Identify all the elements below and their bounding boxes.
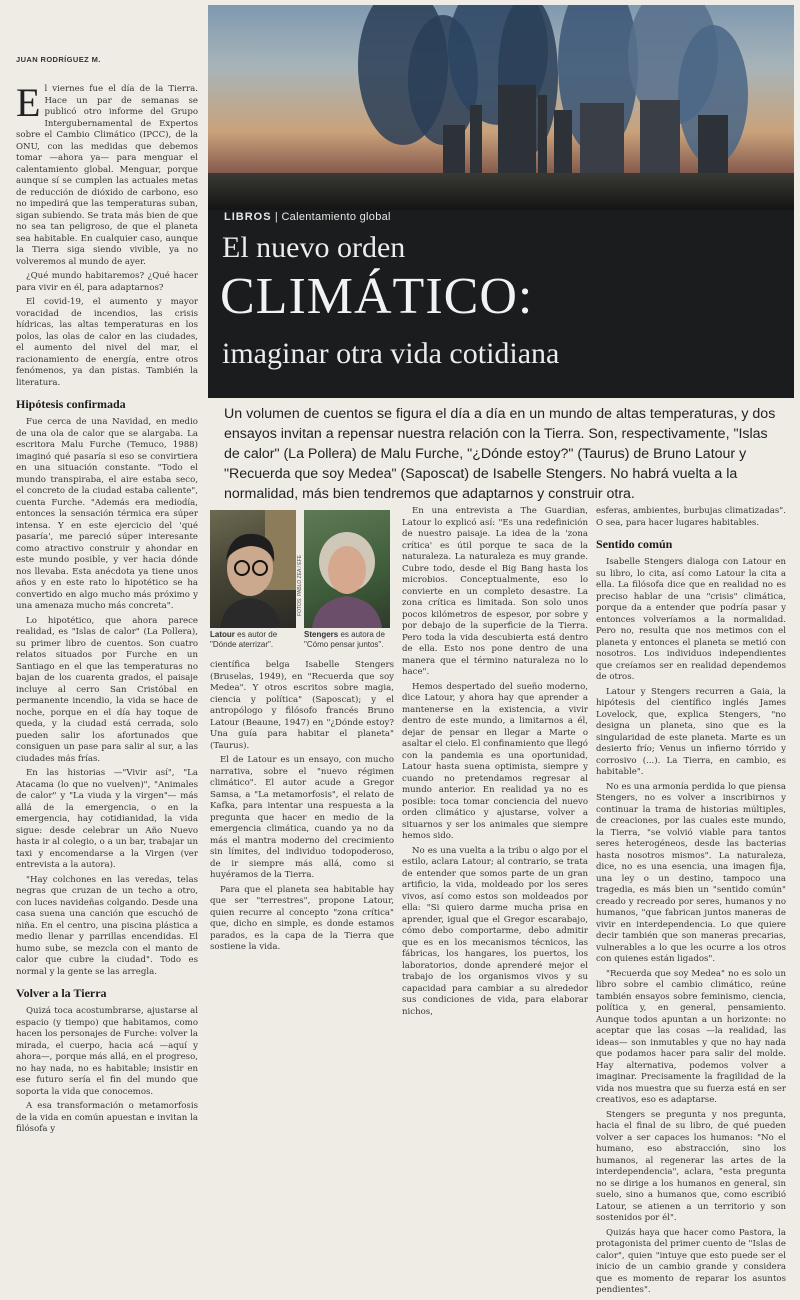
paragraph: Stengers se pregunta y nos pregunta, hacia el final de su libro, de qué pueden volver a ser capaces los humanos: "No el humano, eso abstracción, sino los humanos, al regenerar las artes de la interdependencia", aclara, "esta pregunta no se dirige a los humanos en general, sin suelo, sino a humanos que, como escribió Latour, se atienen a un territorio y son sostenidos por él". xyxy=(596,1109,786,1223)
drop-cap: E xyxy=(16,80,41,125)
paragraph: Hemos despertado del sueño moderno, dice Latour, y ahora hay que aprender a mantenerse en la existencia, a vivir dentro de este mundo, a limitarnos a él, dejar de pensar en llegar a Marte o asaltar el cielo. El confinamiento que llegó con la pandemia es una oportunidad, Latour hasta suena optimista, siempre y cuando no pretendamos regresar al mundo anterior. En realidad ya no es posible: toca tomar conciencia del nuevo orden climático y ajustarse, volver a situarnos y ser los animales que siempre hemos sido. xyxy=(402,681,588,841)
paragraph: Isabelle Stengers dialoga con Latour en su libro, lo cita, así como Latour la cita a ella. La filósofa dice que en realidad no es preciso hablar de una "crisis" climática, porque da a entender que podría pasar y entonces volveríamos a la normalidad. Pero no, resulta que nos metimos con el planeta y entonces el planeta se metió con nosotros. Los individuos independientes que creíamos ser en realidad dependemos de otros. xyxy=(596,557,786,682)
subheading: Sentido común xyxy=(596,537,673,551)
headline-line-2: CLIMÁTICO: xyxy=(220,268,534,325)
byline: JUAN RODRÍGUEZ M. xyxy=(16,55,101,64)
paragraph: científica belga Isabelle Stengers (Bruselas, 1949), en "Recuerda que soy Medea". Y otros escritos sobre magia, ciencia y política" (Saposcat); y el antropólogo y filósofo francés Bruno Latour (Beaune, 1947) en "¿Dónde estoy? Una guía para habitar el planeta" (Taurus). xyxy=(210,660,394,751)
paragraph: En una entrevista a The Guardian, Latour lo explicó así: "Es una redefinición de nuestro paisaje. La idea de la 'zona crítica' es útil porque te saca de la naturaleza. La naturaleza es muy grande. Cubre todo, desde el Big Bang hasta los microbios. Conceptualmente, eso lo convierte en un completo desastre. La zona crítica es limitada. Son solo unos pocos kilómetros de espesor, por sobre y por debajo de la superficie de la Tierra. Pero toda la vida descubierta está dentro de ella. Esto nos pone dentro de una manera que el término naturaleza no lo hace". xyxy=(402,506,588,677)
paragraph: ¿Qué mundo habitaremos? ¿Qué hacer para vivir en él, para adaptarnos? xyxy=(16,271,198,293)
paragraph: Para que el planeta sea habitable hay que ser "terrestres", propone Latour, quien recurre al concepto "zona crítica" que, dicho en simple, es donde estamos parados, es la capa de la Tierra que sostiene la vida. xyxy=(210,884,394,952)
intro-paragraph: El viernes fue el día de la Tierra. Hace un par de semanas se publicó otro informe del Grupo Intergubernamental de Expertos sobre el Cambio Climático (IPCC), de la ONU, con las medidas que debemos tomar —ahora ya— para menguar el calentamiento global. Menguar, porque aunque sí se cumplen las actuales metas de reducción de dióxido de carbono, eso no impedirá que las temperaturas suban, sigan subiendo. Se trata más bien de que no sea tan peligroso, de que el planeta sea habitable. En cualquier caso, aunque la Tierra siga siendo vivible, ya no volveremos al mundo de ayer. xyxy=(16,80,198,267)
column-2 xyxy=(210,660,394,957)
column-3 xyxy=(402,506,588,1021)
stengers-photo xyxy=(304,510,390,628)
paragraph: "Recuerda que soy Medea" no es solo un libro sobre el cambio climático, reúne también ensayos sobre feminismo, ciencia, política y, en general, pensamiento. Aunque todos apuntan a un horizonte: no aceptar que las cosas —la realidad, las ideas— son inmutables y que no hay nada que podamos hacer para salir del molde. Hay alternativa, podemos volver a imaginar. Precisamente la fragilidad de la vida nos muestra que su fuerza está en ser creativos, eso es adaptarse. xyxy=(596,968,786,1105)
hero-photo xyxy=(208,5,794,398)
section-topic: Calentamiento global xyxy=(281,211,391,223)
paragraph: Quizás haya que hacer como Pastora, la protagonista del primer cuento de "Islas de calor", quien "intuye que esto puede ser el inicio de un cambio grande y considera que es momento de reparar los asuntos pendientes". xyxy=(596,1227,786,1295)
headline-line-3: imaginar otra vida cotidiana xyxy=(222,337,560,370)
subheading: Hipótesis confirmada xyxy=(16,397,126,411)
caption-stengers: Stengers es autora de "Cómo pensar juntos". xyxy=(304,630,385,649)
paragraph: A esa transformación o metamorfosis de la vida en común apuestan e invitan la filósofa y xyxy=(16,1101,198,1134)
paragraph: Lo hipotético, que ahora parece realidad, es "Islas de calor" (La Pollera), su primer libro de cuentos. Son cuatro relatos situados por Furche en un Santiago en el que las temperaturas no bajan de los cuarenta grados, el paisaje incluye al cerro San Cristóbal en permanente incendio, la vida se hace de noche, porque en el día hay toque de queda, y la ciudad está cerrada, solo pueden salir los afortunados que consiguen un pase para salir al sur, a las ciudades más frías. xyxy=(16,615,198,764)
paragraph: No es una vuelta a la tribu o algo por el estilo, aclara Latour; al contrario, se trata de entender que somos parte de un gran artificio, la vida, moldeado por los seres vivos, así como estos son moldeados por ella: "Si quiero darme mucha prisa en aprender, igual que el Gregor escarabajo, cómo debo comportarme, debo admitir que es en los mecanismos técnicos, las fábricas, los hangares, los puertos, los laboratorios, donde aprenderé mejor el trabajo de los organismos vivos y su capacidad para cambiar a su alrededor sus condiciones de vida, para elaborar nichos, xyxy=(402,845,588,1017)
paragraph: No es una armonía perdida lo que piensa Stengers, no es volver a inscribirnos y continuar la trama de historias múltiples, de creaciones, por las cuales este mundo, la Tierra, "se volvió viable para tantos seres heterogéneos, desde las bacterias hasta nosotros mismos". La naturaleza, dice, no es una esencia, una imagen fija, una ley o un destino, tampoco una tragedia, es más bien un "sentido común" creado y recreado por seres, humanos y no humanos, "que fabrican juntos maneras de vivir en interdependencia. Lo que quiere decir también que son maneras precarias, vulnerables a lo que les ocurre a los otros con quienes están ligados". xyxy=(596,781,786,964)
section-name: LIBROS xyxy=(224,211,272,223)
column-1 xyxy=(16,80,198,1139)
caption-latour: Latour es autor de "Dónde aterrizar". xyxy=(210,630,278,649)
subheading: Volver a la Tierra xyxy=(16,986,107,1000)
paragraph: Latour y Stengers recurren a Gaia, la hipótesis del científico inglés James Lovelock, que, explica Stengers, "no designa un planeta, sino que es la singularidad de este planeta. Marte es un desierto frío; Venus un infierno tórrido y corrosivo (...). La Tierra, en cambio, es habitable". xyxy=(596,686,786,777)
paragraph: Fue cerca de una Navidad, en medio de una ola de calor que se alargaba. La escritora Malu Furche (Temuco, 1988) imaginó qué pasaría si eso se convirtiera en una situación constante. "Todo el mundo transpiraba, el aire estaba seco, el concreto de la ciudad estaba caliente", cuenta Furche. "Además era mediodía, entonces la sensación térmica era súper intensa. Y en este ejercicio del 'qué pasaría', me pareció súper interesante como atractivo construir y ahondar en este mundo posible, y ver hacia dónde nos llevaba. Esta anécdota ya tiene unos años y en este rato lo hipotético se ha convertido en algo mucho más próximo y una amenaza mucho más concreta". xyxy=(16,417,198,611)
section-label: LIBROS | Calentamiento global xyxy=(224,211,391,223)
column-4 xyxy=(596,506,786,1300)
lead-paragraph: Un volumen de cuentos se figura el día a día en un mundo de altas temperaturas, y dos ensayos invitan a repensar nuestra relación con la Tierra. Son, respectivamente, "Islas de calor" (La Pollera) de Malu Furche, "¿Dónde estoy?" (Taurus) de Bruno Latour y "Recuerda que soy Medea" (Saposcat) de Isabelle Stengers. No habrá vuelta a la normalidad, más bien tendremos que adaptarnos y construir otra. xyxy=(224,406,776,502)
paragraph: esferas, ambientes, burbujas climatizadas". O sea, para hacer lugares habitables. xyxy=(596,506,786,528)
paragraph: "Hay colchones en las veredas, telas negras que cruzan de un techo a otro, con luces navideñas colgando. Desde una casa suena una canción que escuchó de niña. En el centro, una piscina plástica a medio llenar y parrillas encendidas. El humo sube, se mezcla con el manto de calor que cubre la ciudad". Todo es normal y la gente se las arregla. xyxy=(16,874,198,977)
portrait-man-glasses xyxy=(210,510,296,628)
paragraph: Quizá toca acostumbrarse, ajustarse al espacio (y tiempo) que habitamos, como hacen los personajes de Furche: volver la mirada, el cuerpo, hacia acá —aquí y ahora—, porque más allá, en el progreso, no hay nada, no es habitable; insistir en ese futuro sería el fin del mundo que soporta la vida que conocemos. xyxy=(16,1006,198,1097)
latour-photo xyxy=(210,510,296,628)
portrait-woman xyxy=(304,510,390,628)
photo-credit: FOTOS: PABLO ZEA / EFE xyxy=(297,555,303,616)
paragraph: El de Latour es un ensayo, con mucho narrativa, sobre el "nuevo régimen climático". El autor acude a Gregor Samsa, a "La metamorfosis", el relato de Kafka, para intentar una respuesta a la pregunta que hacer en medio de la emergencia climática, cuando ya no da más el mantra moderno del crecimiento sin límites, del individuo todopoderoso, de ir siempre más allá, como si huyéramos de la Tierra. xyxy=(210,755,394,880)
headline-line-1: El nuevo orden xyxy=(222,231,406,264)
paragraph: El covid-19, el aumento y mayor voracidad de incendios, las crisis hídricas, las altas temperaturas en los polos, las olas de calor en las ciudades, el aumento del nivel del mar, el racionamiento de energía, entre otros fenómenos, ya dan pistas. También la literatura. xyxy=(16,297,198,388)
paragraph: En las historias —"Vivir así", "La Atacama (lo que no vuelven)", "Animales de calor" y "La viuda y la virgen"— más allá de la emergencia, o en la emergencia, hay cotidianidad, la vida sigue: desde celebrar un Año Nuevo hasta ir al colegio, o a un bar, trabajar un taxi y encomendarse a la Virgen (ver entrevista a la autora). xyxy=(16,768,198,870)
